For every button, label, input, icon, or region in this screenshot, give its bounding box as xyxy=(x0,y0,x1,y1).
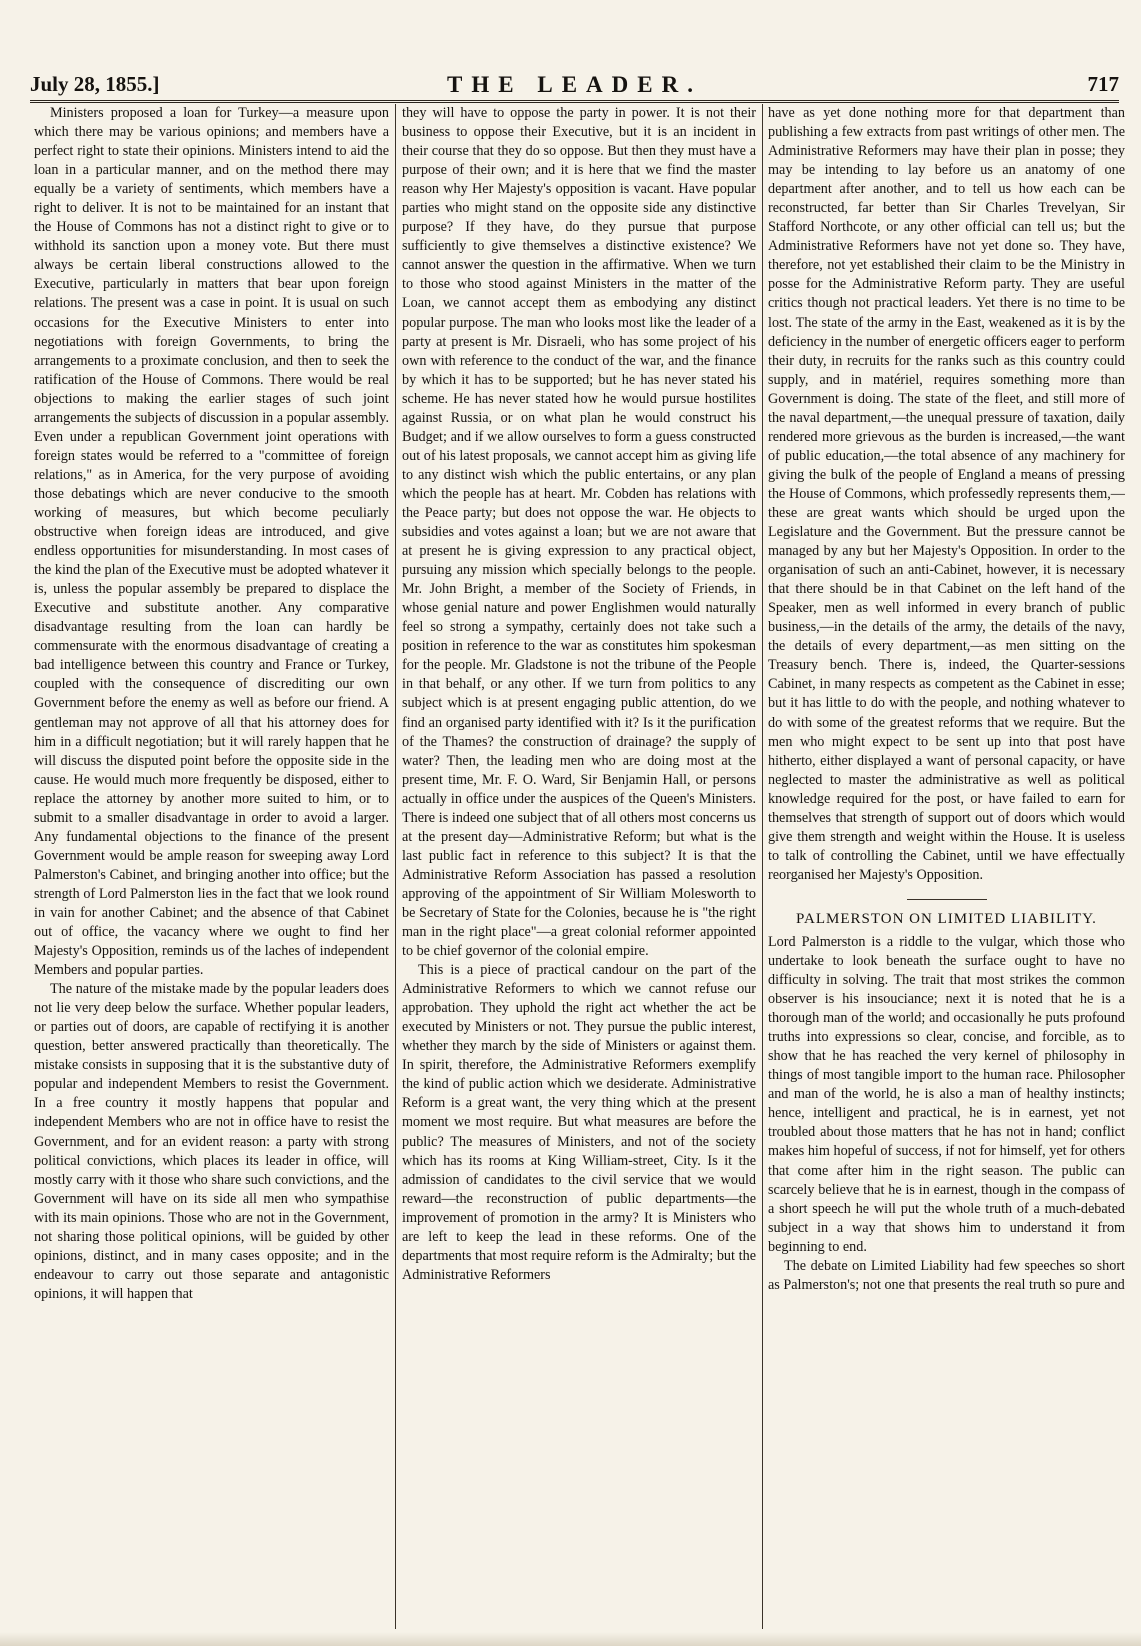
article-paragraph: they will have to oppose the party in power. It is not their business to oppose their Executive, but it is an incident in their course that they do so oppose. But then they must have a purpose of their own; and it is here that we find the master reason why Her Majesty's opposition is vacant. Have popular parties who might stand on the opposite side any distinctive purpose? If they have, do they pursue that purpose sufficiently to give themselves a distinctive existence? We cannot answer the question in the affirmative. When we turn to those who stood against Ministers in the matter of the Loan, we cannot accept them as embodying any distinct popular purpose. The man who looks most like the leader of a party at present is Mr. Disraeli, who has some project of his own with reference to the conduct of the war, and the finance by which it has to be supported; but he has never stated his scheme. He has never stated how he would pursue hostilites against Russia, or on what plan he would construct his Budget; and if we allow ourselves to form a guess constructed out of his latest proposals, we cannot accept him as giving life to any distinct wish which the public entertains, or any plan which the people has at heart. Mr. Cobden has relations with the Peace party; but does not oppose the war. He objects to subsidies and votes against a loan; but we are not aware that at present he is giving expression to any practical object, pursuing any mission which specially belongs to the people. Mr. John Bright, a member of the Society of Friends, in whose genial nature and power Englishmen would naturally feel so strong a sympathy, certainly does not take such a position in reference to the war as constitutes him spokesman for the people. Mr. Gladstone is not the tribune of the People in that behalf, or any other. If we turn from politics to any subject which is at present engaging public attention, do we find an organised party identified with it? Is it the purification of the Thames? the construction of drainage? the supply of water? Then, the leading men who are doing most at the present time, Mr. F. O. Ward, Sir Benjamin Hall, or persons actually in office under the auspices of the Queen's Ministers. There is indeed one subject that of all others most concerns us at the present day—Administrative Reform; but what is the last public fact in reference to this subject? It is that the Administrative Reform Association has passed a resolution approving of the appointment of Sir William Molesworth to be Secretary of State for the Colonies, because he is "the right man in the right place"—a great colonial reformer appointed to be chief governor of the colonial empire. xyxy=(402,105,756,960)
masthead xyxy=(30,72,1119,102)
column-2 xyxy=(402,104,756,1629)
article-paragraph: have as yet done nothing more for that department than publishing a few extracts from past writings of other men. The Administrative Reformers may have their plan in posse; they may be intending to lay before us an anatomy of one department after another, and to tell us how each can be reconstructed, far better than Sir Charles Trevelyan, Sir Stafford Northcote, or any other official can tell us; but the Administrative Reformers have not yet done so. They have, therefore, not yet established their claim to be the Ministry in posse for the Administrative Reform party. They are useful critics though not practical leaders. Yet there is no time to be lost. The state of the army in the East, weakened as it is by the deficiency in the number of energetic officers eager to perform their duty, in recruits for the ranks such as this country could supply, and in matériel, requires something more than Government is doing. The state of the fleet, and still more of the naval department,—the unequal pressure of taxation, daily rendered more grievous as the burden is increased,—the want of public education,—the total absence of any machinery for giving the bulk of the people of England a means of pressing the House of Commons, which professedly represents them,—these are great wants which should be urged upon the Legislature and the Government. But the pressure cannot be managed by any but her Majesty's Opposition. In order to the organisation of such an anti-Cabinet, however, it is necessary that there should be in that Cabinet on the left hand of the Speaker, men as well informed in every branch of public business,—in the details of the army, the details of the navy, the details of every department,—as men sitting on the Treasury bench. There is, indeed, the Quarter-sessions Cabinet, in many respects as competent as the Cabinet in esse; but it has little to do with the people, and nothing whatever to do with some of the greatest reforms that we require. But the men who might expect to be sent up into that post have hitherto, either displayed a want of personal capacity, or have neglected to master the administrative as well as political knowledge required for the post, or have failed to earn for themselves that strength of support out of doors which would give them strength and weight within the House. It is useless to talk of controlling the Cabinet, until we have effectually reorganised her Majesty's Opposition. xyxy=(768,105,1125,883)
newspaper-title: THE LEADER. xyxy=(447,72,702,97)
article-paragraph: Lord Palmerston is a riddle to the vulgar, which those who undertake to look beneath the surface ought to have no difficulty in solving. The trait that most strikes the common observer is his insouciance; next it is noted that he is a thorough man of the world; and occasionally he puts profound truths into expressions so clear, concise, and forcible, as to show that he has reached the very kernel of philosophy in things of most tangible import to the human race. Philosopher and man of the world, he is also a man of healthy instincts; hence, intelligent and practical, he is in earnest, yet not troubled about those matters that he has not in hand; conflict makes him hopeful of success, if not for himself, yet for others that come after him in the right season. The public can scarcely believe that he is in earnest, though in the compass of a short speech he will put the whole truth of a much-debated subject in a way that shows him to understand it from beginning to end. xyxy=(768,933,1125,1255)
section-heading: PALMERSTON ON LIMITED LIABILITY. xyxy=(796,910,1097,927)
article-paragraph: The debate on Limited Liability had few speeches so short as Palmerston's; not one that presents the real truth so pure and xyxy=(768,1257,1125,1293)
column-3 xyxy=(768,104,1125,1629)
column-divider xyxy=(395,104,396,1629)
column-divider xyxy=(762,104,763,1629)
article-paragraph: This is a piece of practical candour on the part of the Administrative Reformers to which we cannot refuse our approbation. They uphold the right act whether the act be executed by Ministers or not. They pursue the public interest, whether they march by the side of Ministers or against them. In spirit, therefore, the Administrative Reformers exemplify the kind of public action which we desiderate. Administrative Reform is a great want, the very thing which at the present moment we most require. But what measures are before the public? The measures of Ministers, and not of the society which has its rooms at King William-street, City. Is it the admission of candidates to the civil service that we would reward—the reconstruction of public departments—the improvement of promotion in the army? It is Ministers who are left to keep the lead in these reforms. One of the departments that most require reform is the Admiralty; but the Administrative Reformers xyxy=(402,962,756,1283)
page-edge xyxy=(0,1632,1141,1646)
column-1 xyxy=(34,104,389,1629)
article-paragraph: Ministers proposed a loan for Turkey—a measure upon which there may be various opinions; and members have a perfect right to state their opinions. Ministers intend to aid the loan in a particular manner, and on the method there may equally be a variety of sentiments, which members have a right to deliver. It is not to be maintained for an instant that the House of Commons has not a distinct right to give or to withhold its sanction upon a money vote. But there must always be certain liberal constructions allowed to the Executive, particularly in matters that bear upon foreign relations. The present was a case in point. It is usual on such occasions for the Executive Ministers to enter into negotiations with foreign Governments, to bring the arrangements to a proximate conclusion, and then to seek the ratification of the House of Commons. There would be real objections to making the earlier stages of such joint arrangements the subjects of discussion in a popular assembly. Even under a republican Government joint operations with foreign states would be referred to a "committee of foreign relations," as in America, for the very purpose of avoiding those debatings which are never conducive to the smooth working of measures, but which become peculiarly obstructive when foreign ideas are introduced, and give endless opportunities for misunderstanding. In most cases of the kind the plan of the Executive must be adopted whatever it is, unless the popular assembly be prepared to displace the Executive and substitute another. Any comparative disadvantage resulting from the loan can hardly be commensurate with the enormous disadvantage of creating a bad intelligence between this country and France or Turkey, coupled with the consequence of discrediting our own Government before the enemy as well as before our friend. A gentleman may not approve of all that his attorney does for him in a difficult negotiation; but it will rarely happen that he will discuss the disputed point before the opposite side in the cause. He would much more frequently be disposed, either to replace the attorney by another more suited to him, or to submit to a smaller disadvantage in order to avoid a larger. Any fundamental objections to the finance of the present Government would be ample reason for sweeping away Lord Palmerston's Cabinet, and bringing another into office; but the strength of Lord Palmerston lies in the fact that we look round in vain for another Cabinet; and the absence of that Cabinet out of office, the vacancy where we ought to find her Majesty's Opposition, reminds us of the laches of independent Members and popular parties. xyxy=(34,105,389,979)
section-separator xyxy=(907,899,987,900)
issue-date: July 28, 1855.] xyxy=(30,72,160,96)
article-paragraph: The nature of the mistake made by the popular leaders does not lie very deep below the surface. Whether popular leaders, or parties out of doors, are capable of rectifying it is another question, better answered practically than theoretically. The mistake consists in supposing that it is the substantive duty of popular and independent Members to resist the Government. In a free country it mostly happens that popular and independent Members who are not in office have to resist the Government, and for an evident reason: a party with strong political convictions, which places its leader in office, will mostly carry with it those who share such convictions, and the Government will have on its side all men who sympathise with its main opinions. Those who are not in the Government, not sharing those political opinions, will be guided by other opinions, distinct, and in many cases opposite; and in the endeavour to carry out those separate and antagonistic opinions, it will happen that xyxy=(34,981,389,1302)
page-number: 717 xyxy=(1087,72,1119,96)
header-rule xyxy=(30,100,1119,103)
